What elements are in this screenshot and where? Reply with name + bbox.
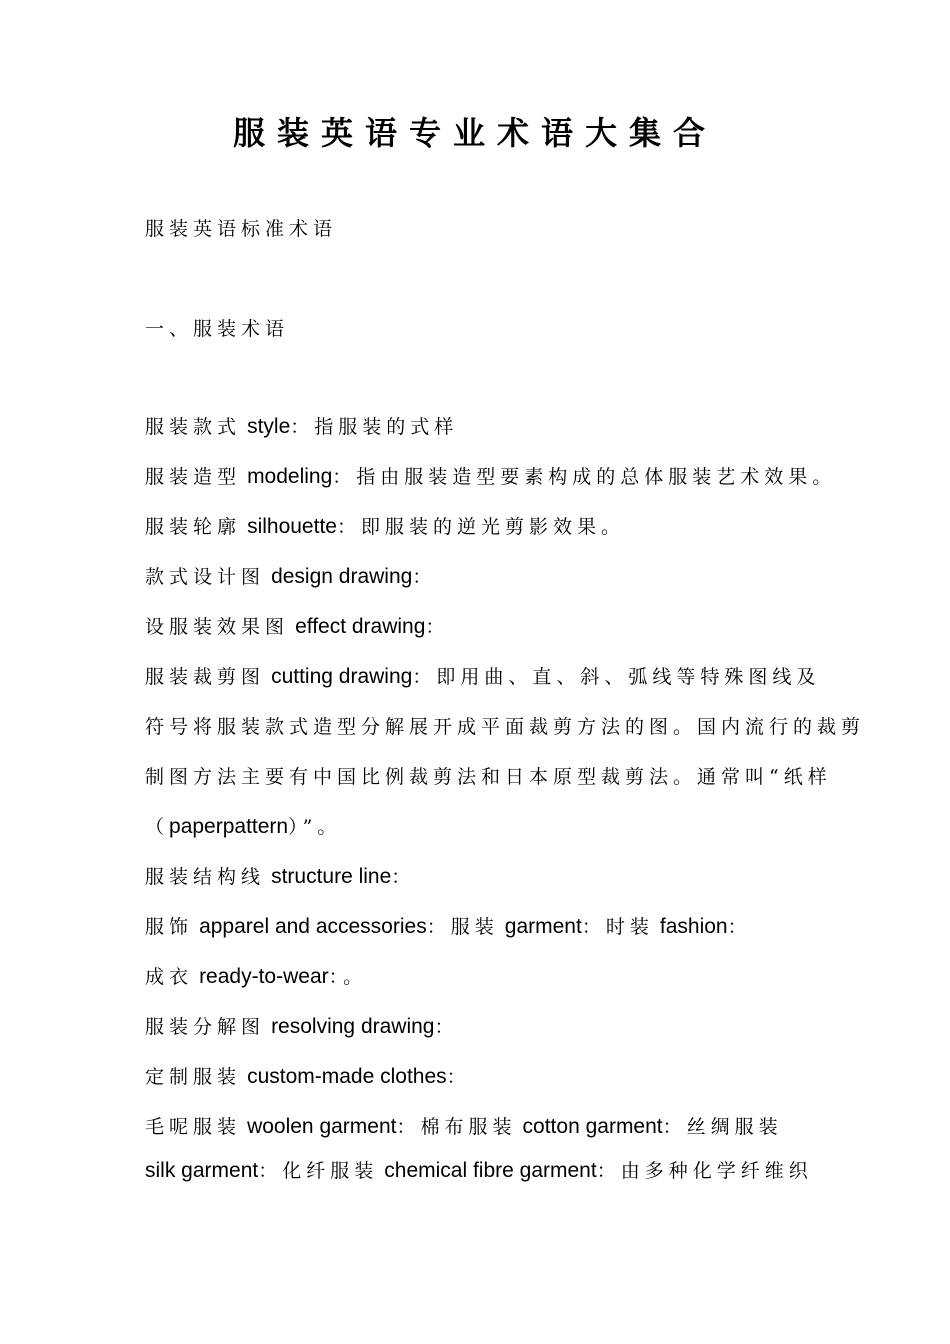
term-line: 制图方法主要有中国比例裁剪法和日本原型裁剪法。通常叫“纸样 <box>145 766 832 788</box>
term-line: 服装款式 style：指服装的式样 <box>145 415 459 438</box>
term-line: 服装裁剪图 cutting drawing：即用曲、直、斜、弧线等特殊图线及 <box>145 665 821 688</box>
term-line: 服装造型 modeling：指由服装造型要素构成的总体服装艺术效果。 <box>145 465 837 488</box>
term-line: 服装分解图 resolving drawing： <box>145 1015 459 1038</box>
section-heading: 一、服装术语 <box>145 318 290 340</box>
term-line: 服装轮廓 silhouette：即服装的逆光剪影效果。 <box>145 515 625 538</box>
term-line: 符号将服装款式造型分解展开成平面裁剪方法的图。国内流行的裁剪 <box>145 716 866 738</box>
term-line: 定制服装 custom-made clothes： <box>145 1065 471 1088</box>
term-line: 毛呢服装 woolen garment：棉布服装 cotton garment：丝绸服装 <box>145 1115 783 1138</box>
term-line: 款式设计图 design drawing： <box>145 565 437 588</box>
term-line: 成衣 ready-to-wear：。 <box>145 965 368 988</box>
term-line: 服装结构线 structure line： <box>145 865 416 888</box>
subtitle: 服装英语标准术语 <box>145 218 338 240</box>
term-line: （paperpattern）”。 <box>145 815 342 838</box>
term-line: 服饰 apparel and accessories：服装 garment：时装 fashion： <box>145 915 752 938</box>
term-line: 设服装效果图 effect drawing： <box>145 615 450 638</box>
term-line: silk garment：化纤服装 chemical fibre garment：由多种化学纤维织 <box>145 1159 813 1182</box>
page-title: 服装英语专业术语大集合 <box>232 114 717 152</box>
